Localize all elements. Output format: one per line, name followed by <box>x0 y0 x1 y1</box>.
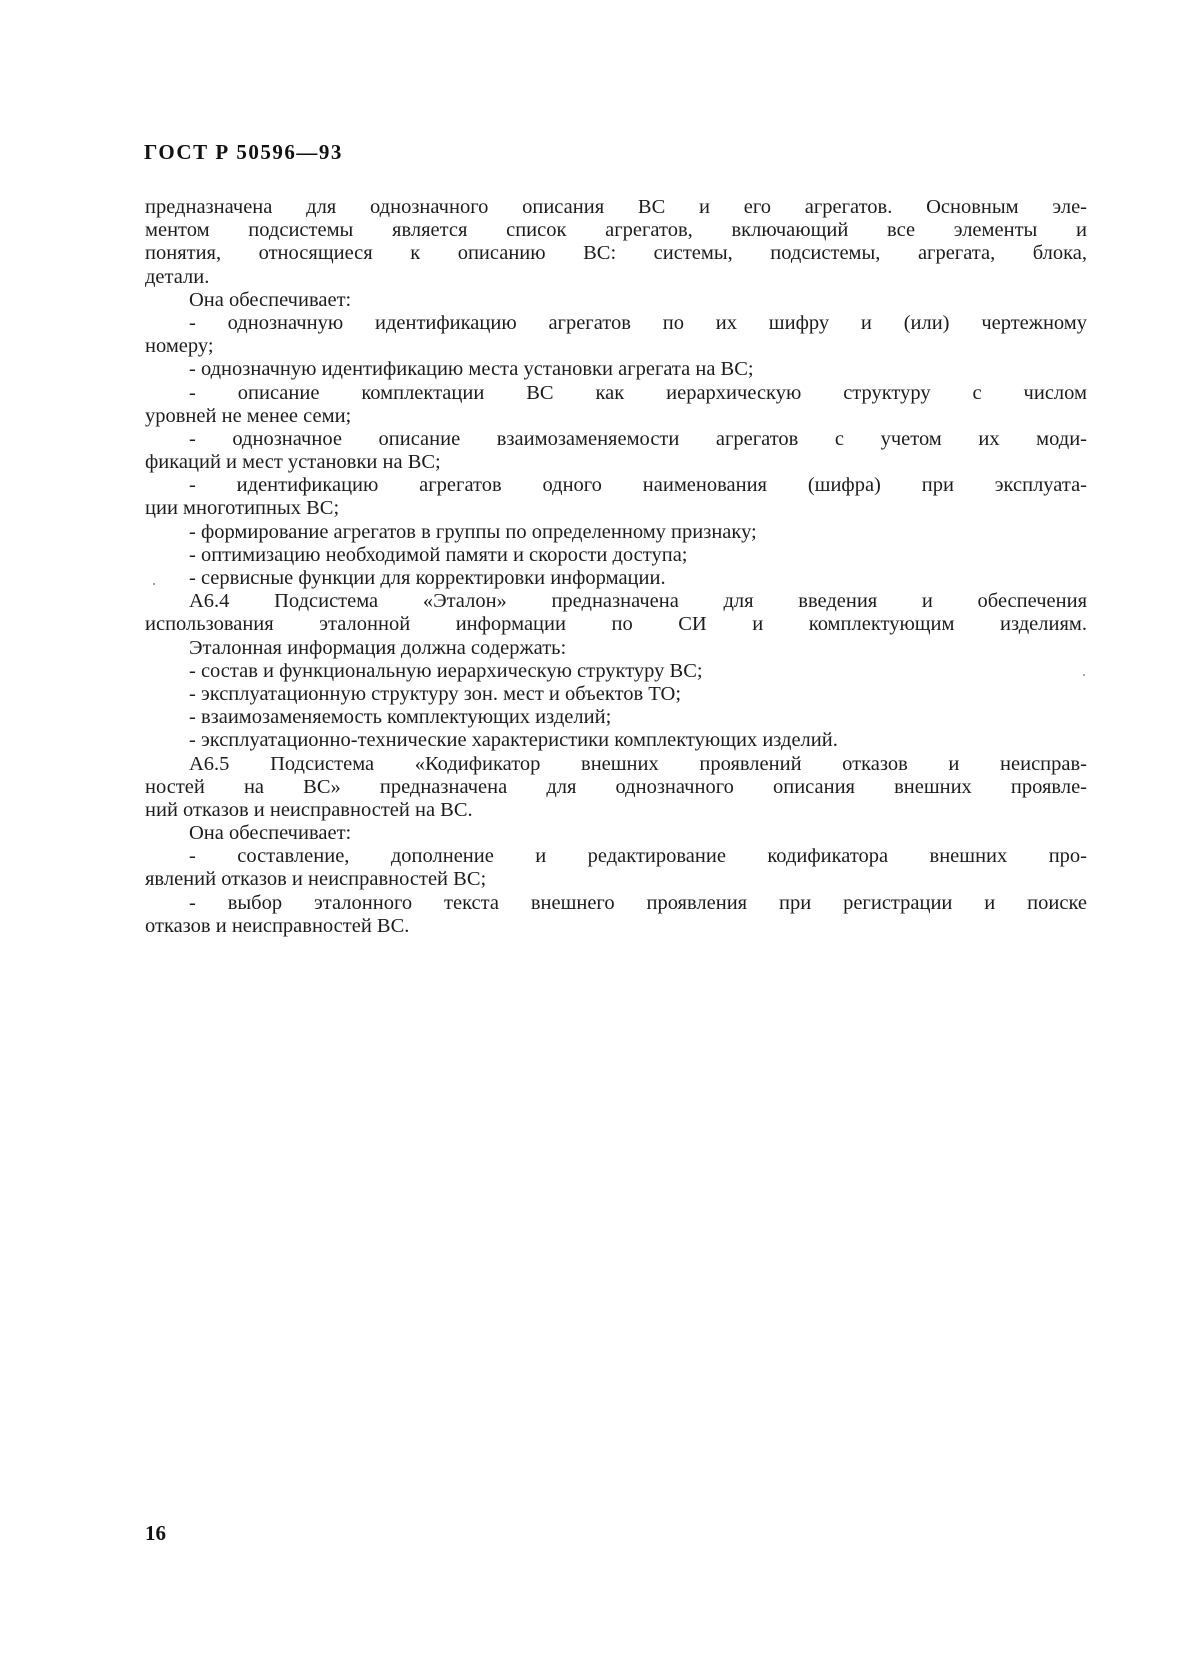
list-item: - выбор эталонного текста внешнего проявления при регистрации и поиске <box>189 891 1087 914</box>
list-item: - формирование агрегатов в группы по определенному признаку; <box>189 520 757 543</box>
text-line: детали. <box>145 265 210 288</box>
text-line: предназначена для однозначного описания ВС и его агрегатов. Основным эле- <box>145 196 1087 218</box>
list-item: - идентификацию агрегатов одного наименования (шифра) при эксплуата- <box>189 474 1087 497</box>
list-item: - оптимизацию необходимой памяти и скорости доступа; <box>189 543 688 566</box>
document-header-standard-number: ГОСТ Р 50596—93 <box>144 140 343 164</box>
list-item: - сервисные функции для корректировки информации. <box>189 567 666 589</box>
list-item: - составление, дополнение и редактирование кодификатора внешних про- <box>189 845 1087 868</box>
list-item: - взаимозаменяемость комплектующих изделий; <box>189 706 612 729</box>
text-line: номеру; <box>145 335 214 358</box>
list-item: - однозначную идентификацию места установки агрегата на ВС; <box>189 358 754 381</box>
text-line: отказов и неисправностей ВС. <box>145 914 410 937</box>
text-line: Она обеспечивает: <box>189 288 352 311</box>
text-line: Эталонная информация должна содержать: <box>189 636 567 659</box>
text-line: ний отказов и неисправностей на ВС. <box>145 798 473 821</box>
list-item: - эксплуатационно-технические характеристики комплектующих изделий. <box>189 729 838 752</box>
list-item: - однозначное описание взаимозаменяемости агрегатов с учетом их моди- <box>189 427 1087 450</box>
scan-artifact-dot <box>1083 674 1085 676</box>
text-line: явлений отказов и неисправностей ВС; <box>145 868 487 891</box>
text-line: ментом подсистемы является список агрегатов, включающий все элементы и <box>145 219 1087 242</box>
page-number: 16 <box>145 1521 166 1545</box>
text-line: ции многотипных ВС; <box>145 497 340 520</box>
document-body <box>145 196 1087 938</box>
list-item: - однозначную идентификацию агрегатов по их шифру и (или) чертежному <box>189 311 1087 334</box>
text-line: уровней не менее семи; <box>145 404 352 427</box>
list-item: - состав и функциональную иерархическую структуру ВС; <box>189 659 703 682</box>
scan-artifact-dot <box>153 583 155 585</box>
list-item: - эксплуатационную структуру зон. мест и объектов ТО; <box>189 682 682 705</box>
text-line: ностей на ВС» предназначена для однозначного описания внешних проявле- <box>145 775 1087 798</box>
section-a6-5-heading-line: А6.5 Подсистема «Кодификатор внешних проявлений отказов и неисправ- <box>189 752 1087 775</box>
text-line: фикаций и мест установки на ВС; <box>145 451 441 474</box>
text-line: использования эталонной информации по СИ и комплектующим изделиям. <box>145 613 1087 636</box>
text-line: понятия, относящиеся к описанию ВС: системы, подсистемы, агрегата, блока, <box>145 242 1087 265</box>
section-a6-4-heading-line: А6.4 Подсистема «Эталон» предназначена для введения и обеспечения <box>189 590 1087 613</box>
text-line: Она обеспечивает: <box>189 822 352 845</box>
list-item: - описание комплектации ВС как иерархическую структуру с числом <box>189 381 1087 404</box>
